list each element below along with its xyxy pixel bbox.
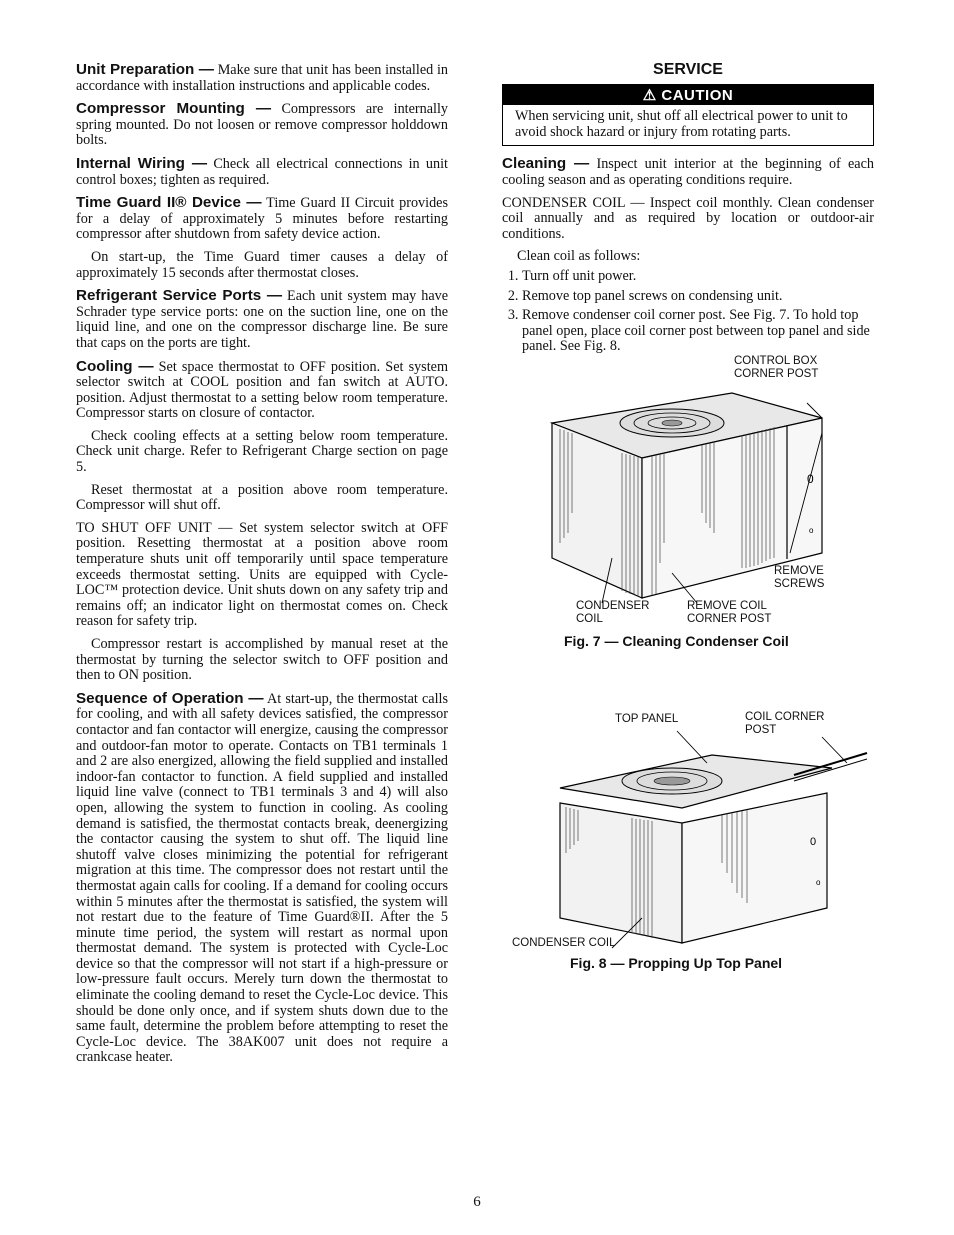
svg-text:0: 0 — [807, 471, 814, 486]
service-title: SERVICE — [653, 61, 723, 78]
internal-wiring-para — [76, 156, 448, 188]
figure-7-caption: Fig. 7 — Cleaning Condenser Coil — [564, 632, 789, 649]
sequence-text: At start-up, the thermostat calls for cooling, and with all safety devices satisfied, the compressor contactor and fan contactor will energize, causing the compressor and outdoor-fan motor to operate. Contacts on TB1 terminals 1 and 2 are also energized, allowing the field supplied and installed indoor-fan contactor to function. A field supplied and installed liquid line valve (connect to TB1 terminals 3 and 4) will also open, allowing the system to function in cooling. As cooling demand is satisfied, the thermostat contacts break, deenergizing the contactor causing the system to shut off. The liquid line shutoff valve closes minimizing the potential for refrigerant migration at this time. The compressor does not restart until the thermostat again calls for cooling. If a demand for cooling occurs within 5 minutes after the thermostat is satisfied, the system will not restart due to the feature of Time Guard®II. After the 5 minute time period, the system will restart as normal upon thermostat demand. The system is protected with Cycle-Loc device so that the compressor will not start if a high-pressure or low-pressure fault occurs. Merely turn down the thermostat to eliminate the cooling demand to reset the Cycle-Loc device. This should be done only once, and if system shuts down due to the same fault, determine the problem before attempting to reset the Cycle-Loc device. The 38AK007 unit does not require a crankcase heater. — [76, 690, 449, 1066]
caution-text: When servicing unit, shut off all electrical power to unit to avoid shock hazard or injury from rotating parts. — [515, 108, 848, 140]
svg-text:o: o — [816, 877, 821, 887]
cooling-text: Set space thermostat to OFF position. Set system selector switch at COOL position and fan switch at AUTO. position. Adjust thermostat to a setting below room temperature. Compressor starts on closure of contactor. — [76, 358, 448, 422]
step-3: 3. Remove condenser coil corner post. See Fig. 7. To hold top panel open, place coil corner post between top panel and side panel. See Fig. 8. — [522, 308, 874, 355]
caution-header: ⚠ CAUTION — [503, 85, 873, 106]
left-column — [76, 62, 448, 1073]
condenser-coil-para: CONDENSER COIL — Inspect coil monthly. Clean condenser coil annually and as required by location or outdoor-air conditions. — [502, 194, 874, 242]
condenser-unit-illustration-fig7 — [502, 363, 874, 633]
condenser-unit-illustration-fig8 — [502, 723, 874, 963]
label-top-panel: TOP PANEL — [615, 712, 679, 725]
unit-preparation-para — [76, 62, 448, 94]
service-ports-text: Each unit system may have Schrader type service ports: one on the suction line, one on the liquid line, and one on the compressor discharge line. Be sure that caps on the ports are tight. — [76, 288, 449, 351]
figure-8 — [502, 710, 874, 1003]
compressor-mounting-text: Compressors are internally spring mounted. Do not loosen or remove compressor holddown bolts. — [76, 101, 448, 149]
sequence-heading: Sequence of Operation — — [76, 689, 264, 707]
compressor-mounting-heading: Compressor Mounting — — [76, 100, 272, 118]
service-ports-para — [76, 288, 448, 351]
cooling-para-2: Check cooling effects at a setting below room temperature. Check unit charge. Refer to Refrigerant Charge section on page 5. — [76, 427, 448, 476]
internal-wiring-heading: Internal Wiring — — [76, 154, 208, 172]
svg-text:0: 0 — [810, 835, 817, 848]
cleaning-steps — [502, 269, 874, 355]
label-remove-coil-corner-post: REMOVE COIL CORNER POST — [687, 599, 772, 625]
time-guard-para — [76, 195, 448, 243]
page-number: 6 — [473, 1194, 481, 1210]
cleaning-heading: Cleaning — — [502, 155, 590, 173]
service-ports-heading: Refrigerant Service Ports — — [76, 287, 283, 305]
label-coil-corner-post: COIL CORNER POST — [745, 710, 825, 736]
step-1: 1. Turn off unit power. — [522, 269, 874, 285]
cooling-heading: Cooling — — [76, 357, 154, 375]
unit-preparation-heading: Unit Preparation — — [76, 61, 214, 78]
label-remove-screws: REMOVE SCREWS — [774, 564, 825, 590]
cleaning-para — [502, 156, 874, 188]
right-column — [502, 62, 874, 1003]
step-2: 2. Remove top panel screws on condensing unit. — [522, 289, 874, 305]
cooling-para — [76, 359, 448, 422]
restart-para: Compressor restart is accomplished by manual reset at the thermostat by turning the selector switch to OFF position and then to ON position. — [76, 636, 448, 684]
time-guard-para-2: On start-up, the Time Guard timer causes a delay of approximately 15 seconds after thermostat closes. — [76, 248, 448, 281]
compressor-mounting-para — [76, 101, 448, 149]
time-guard-heading: Time Guard II® Device — — [76, 194, 262, 212]
label-control-box: CONTROL BOX CORNER POST — [734, 354, 819, 380]
shut-off-para: TO SHUT OFF UNIT — Set system selector switch at OFF position. Resetting thermostat at a position above room temperature shuts unit off temporarily until space temperature exceeds thermostat setting. Units are equipped with Cycle-LOC™ protection device. Unit shuts down on any safety trip and remains off; an indicator light on thermostat comes on. Check reason for safety trip. — [76, 519, 448, 630]
label-condenser-coil: CONDENSER COIL — [576, 599, 650, 625]
caution-box — [502, 84, 874, 147]
internal-wiring-text: Check all electrical connections in unit control boxes; tighten as required. — [76, 155, 448, 188]
figure-7 — [502, 354, 874, 663]
cleaning-text: Inspect unit interior at the beginning of each cooling season and as operating conditions require. — [502, 156, 874, 188]
unit-preparation-text: Make sure that unit has been installed in accordance with installation instructions and applicable codes. — [76, 62, 448, 94]
figure-8-caption: Fig. 8 — Propping Up Top Panel — [570, 954, 783, 971]
cooling-para-3: Reset thermostat at a position above room temperature. Compressor will shut off. — [76, 481, 448, 514]
sequence-para — [76, 691, 448, 1066]
time-guard-text: Time Guard II Circuit provides for a delay of approximately 5 minutes before restarting compressor after shutdown from safety device action. — [76, 195, 448, 243]
clean-coil-intro: Clean coil as follows: — [517, 248, 641, 265]
svg-text:o: o — [809, 525, 814, 535]
label-condenser-coil-fig8: CONDENSER COIL — [512, 936, 616, 949]
